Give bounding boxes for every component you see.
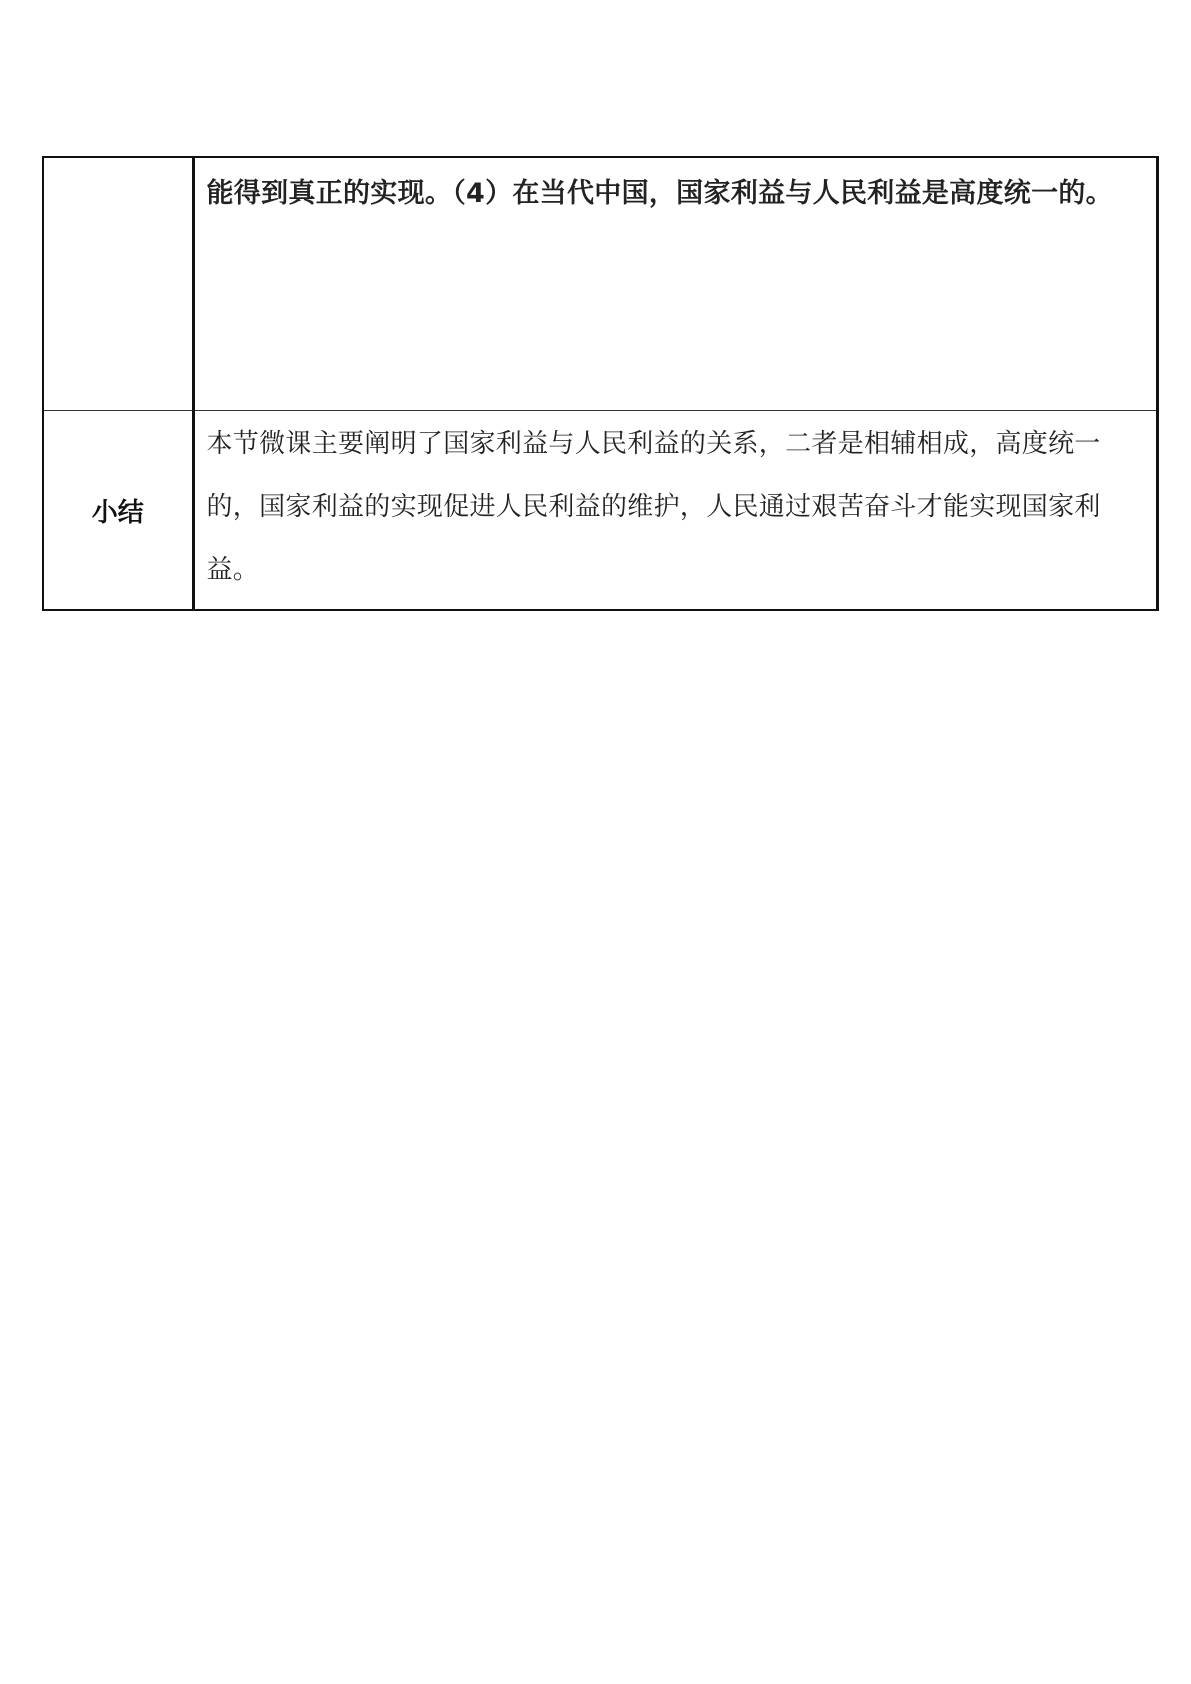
summary-content-cell bbox=[193, 411, 1157, 611]
table-row bbox=[43, 157, 1157, 411]
lesson-table bbox=[42, 156, 1159, 611]
row-label-cell bbox=[43, 157, 193, 411]
summary-label: 小结 bbox=[43, 411, 193, 611]
content-cell bbox=[193, 157, 1157, 411]
table-row bbox=[43, 411, 1157, 611]
content-text-bold: 能得到真正的实现。（4）在当代中国，国家利益与人民利益是高度统一的。 bbox=[206, 178, 1113, 209]
summary-text: 本节微课主要阐明了国家利益与人民利益的关系，二者是相辅相成，高度统一的，国家利益的实现促进人民利益的维护，人民通过艰苦奋斗才能实现国家利益。 bbox=[206, 429, 1101, 585]
